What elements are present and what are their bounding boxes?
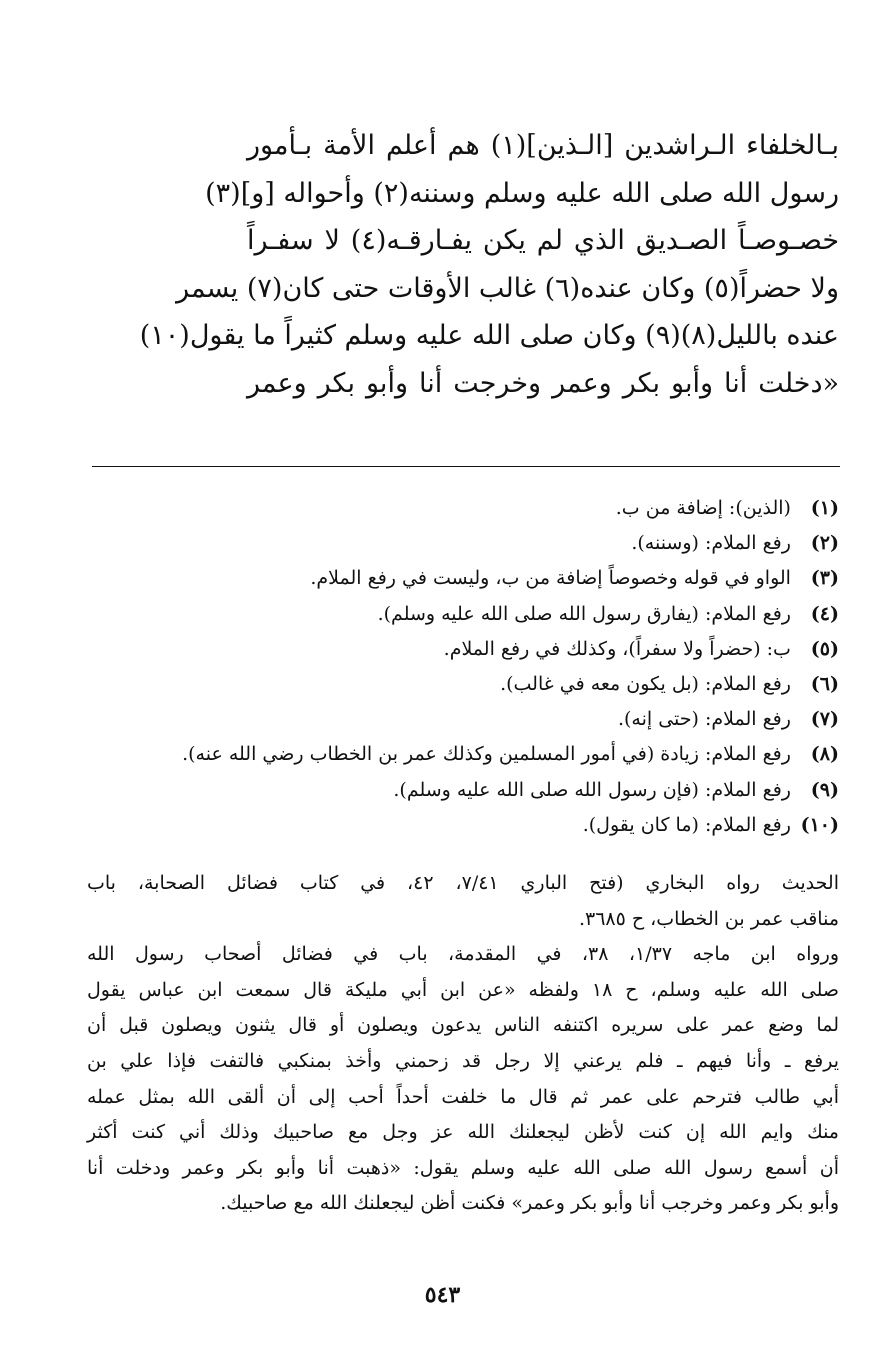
footnote-6	[79, 667, 839, 702]
footnote-continuation-line: مناقب عمر بن الخطاب، ح ٣٦٨٥.	[578, 907, 839, 930]
footnote-4	[79, 597, 839, 632]
footnote-text: رفع الملام: (ما كان يقول).	[582, 813, 791, 836]
footnote-number: (٩)	[810, 778, 839, 801]
footnote-7	[79, 702, 839, 737]
footnotes	[79, 491, 839, 843]
footnote-continuation-line: لما وضع عمر على سريره اكتنفه الناس يدعون ويصلون أو قال يثنون ويصلون قبل أن	[87, 1014, 839, 1037]
main-text-line: «دخلت أنا وأبو بكر وعمر وخرجت أنا وأبو بكر وعمر	[247, 367, 839, 399]
footnote-text: رفع الملام: (فإن رسول الله صلى الله عليه وسلم).	[393, 778, 791, 801]
footnote-divider	[92, 466, 840, 467]
main-text	[139, 122, 840, 407]
main-text-line: ولا حضراً(٥) وكان عنده(٦) غالب الأوقات حتى كان(٧) يسمر	[176, 272, 839, 304]
footnote-continuation-line: منك وايم الله إن كنت لأظن ليجعلنك الله عز وجل مع صاحبيك وذلك أني كنت أكثر	[87, 1121, 839, 1144]
footnote-2	[79, 526, 839, 561]
footnote-text: الواو في قوله وخصوصاً إضافة من ب، وليست في رفع الملام.	[310, 567, 791, 590]
main-text-line: عنده بالليل(٨)(٩) وكان صلى الله عليه وسلم كثيراً ما يقول(١٠)	[139, 320, 839, 351]
footnote-number: (٧)	[810, 708, 839, 731]
footnote-text: رفع الملام: زيادة (في أمور المسلمين وكذلك عمر بن الخطاب رضي الله عنه).	[182, 743, 791, 766]
footnote-number: (٦)	[810, 673, 839, 696]
footnote-continuation-line: الحديث رواه البخاري (فتح الباري ٧/٤١، ٤٢، في كتاب فضائل الصحابة، باب	[87, 872, 839, 894]
footnote-8	[79, 737, 839, 772]
footnote-number: (٤)	[810, 602, 839, 625]
main-text-line: بـالخلفاء الـراشدين [الـذين](١) هم أعلم الأمة بـأمور	[247, 130, 839, 161]
footnote-text: رفع الملام: (وسننه).	[631, 532, 791, 555]
footnote-continuation-line: أن أسمع رسول الله صلى الله عليه وسلم يقول: «ذهبت أنا وأبو بكر وعمر ودخلت أنا	[87, 1156, 839, 1179]
footnote-text: رفع الملام: (بل يكون معه في غالب).	[500, 673, 791, 696]
footnote-continuation-line: ورواه ابن ماجه ١/٣٧، ٣٨، في المقدمة، باب في فضائل أصحاب رسول الله	[87, 943, 840, 966]
main-text-line: رسول الله صلى الله عليه وسلم وسننه(٢) وأحواله [و](٣)	[205, 177, 839, 209]
footnote-number: (٨)	[810, 743, 839, 766]
page-number: ٥٤٣	[424, 1282, 461, 1308]
footnote-10	[79, 808, 839, 843]
footnote-number: (١)	[810, 497, 839, 519]
footnote-1	[79, 491, 839, 526]
footnote-text: رفع الملام: (يفارق رسول الله صلى الله عليه وسلم).	[377, 602, 791, 625]
footnote-number: (١٠)	[800, 813, 839, 836]
footnote-5	[79, 632, 839, 667]
footnote-text: (الذين): إضافة من ب.	[615, 497, 791, 519]
footnote-continuation-line: أبي طالب فترحم على عمر ثم قال ما خلفت أحداً أحب إلى أن ألقى الله بمثل عمله	[87, 1085, 839, 1108]
footnote-number: (٥)	[810, 637, 839, 660]
main-text-line: خصـوصـاً الصـديق الذي لم يكن يفـارقـه(٤) لا سفـراً	[247, 225, 840, 256]
footnote-continuation-line: وأبو بكر وعمر وخرجب أنا وأبو بكر وعمر» فكنت أظن ليجعلنك الله مع صاحبيك.	[220, 1192, 839, 1215]
footnote-number: (٢)	[810, 532, 839, 555]
footnote-continuation-line: صلى الله عليه وسلم، ح ١٨ ولفظه «عن ابن أبي مليكة قال سمعت ابن عباس يقول	[87, 978, 839, 1001]
footnote-continuation	[87, 866, 839, 1222]
footnote-number: (٣)	[810, 567, 839, 590]
footnote-continuation-line: يرفع ـ وأنا فيهم ـ فلم يرعني إلا رجل قد زحمني وأخذ بمنكبي فالتفت فإذا علي بن	[87, 1049, 839, 1072]
footnote-text: رفع الملام: (حتى إنه).	[617, 708, 791, 731]
footnote-3	[79, 561, 839, 596]
footnote-9	[79, 773, 839, 808]
footnote-text: ب: (حضراً ولا سفراً)، وكذلك في رفع الملام.	[443, 637, 791, 660]
